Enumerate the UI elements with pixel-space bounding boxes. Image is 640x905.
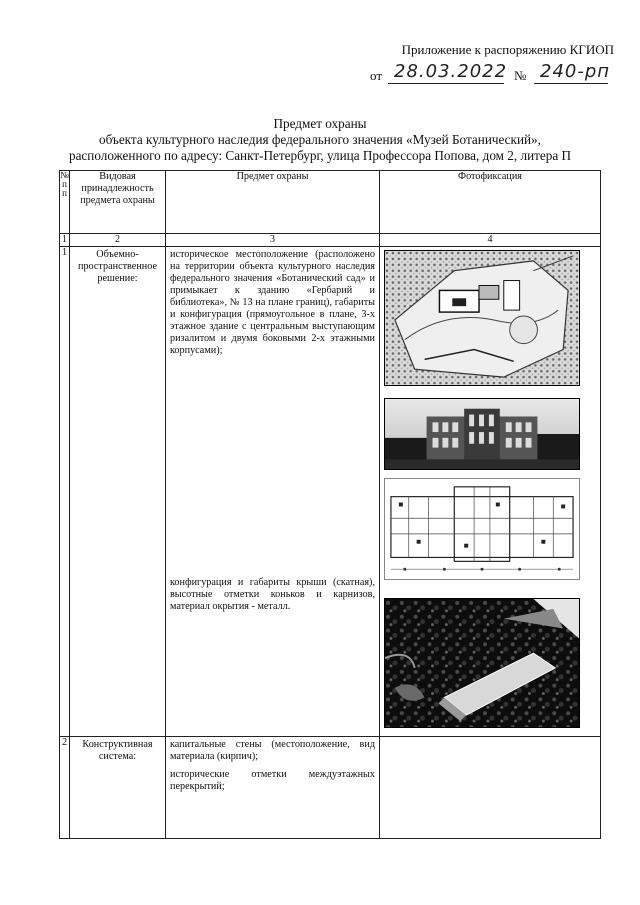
floor-plan-drawing <box>384 478 580 580</box>
row-number: 1 <box>60 247 70 737</box>
index-cell: 1 <box>60 234 70 247</box>
row-subject <box>166 737 380 839</box>
index-cell: 4 <box>380 234 601 247</box>
subject-text: историческое местоположение (расположено на территории объекта культурного наследия федерального значения «Ботанический сад» и примыкает к зданию «Гербарий и библиотека», № 13 на плане границ), габариты и конфигурация (прямоугольное в плане, 3-х этажное здание с центральным выступающим ризалитом и двумя боковыми 2-х этажными корпусами); <box>170 249 375 356</box>
title-line-1: Предмет охраны <box>273 116 367 131</box>
order-date: 28.03.2022 <box>394 61 508 82</box>
number-underline <box>534 83 608 84</box>
row-number: 2 <box>60 737 70 839</box>
row-type: Конструктивная система: <box>70 737 166 839</box>
order-reference <box>364 61 614 86</box>
table-header-row <box>60 171 601 234</box>
subject-text: исторические отметки междуэтажных перекрытий; <box>170 769 375 792</box>
row-photo-cell <box>380 737 601 839</box>
index-cell: 2 <box>70 234 166 247</box>
title-line-2: объекта культурного наследия федерального значения «Музей Ботанический», <box>99 132 541 147</box>
subject-text: конфигурация и габариты крыши (скатная), высотные отметки коньков и карнизов, материал окрытия - металл. <box>170 577 375 612</box>
order-number-label: № <box>514 68 527 83</box>
header-type: Видовая принадлежность предмета охраны <box>70 171 166 234</box>
index-cell: 3 <box>166 234 380 247</box>
table-index-row <box>60 234 601 247</box>
order-from-label: от <box>370 68 383 83</box>
site-plan-image <box>384 250 580 386</box>
header-photo: Фотофиксация <box>380 171 601 234</box>
date-underline <box>388 83 504 84</box>
document-title <box>0 116 640 164</box>
header-subject: Предмет охраны <box>166 171 380 234</box>
appendix-heading: Приложение к распоряжению КГИОП <box>401 42 614 57</box>
facade-photo <box>384 398 580 470</box>
header-number: № п п <box>60 171 70 234</box>
order-number: 240-рп <box>540 61 611 82</box>
aerial-roof-photo <box>384 598 580 728</box>
subject-text: капитальные стены (местоположение, вид материала (кирпич); <box>170 739 375 762</box>
table-row <box>60 737 601 839</box>
row-subject <box>166 247 380 737</box>
row-type: Объемно-пространственное решение: <box>70 247 166 737</box>
title-line-3: расположенного по адресу: Санкт-Петербург, улица Профессора Попова, дом 2, литера П <box>68 148 572 163</box>
